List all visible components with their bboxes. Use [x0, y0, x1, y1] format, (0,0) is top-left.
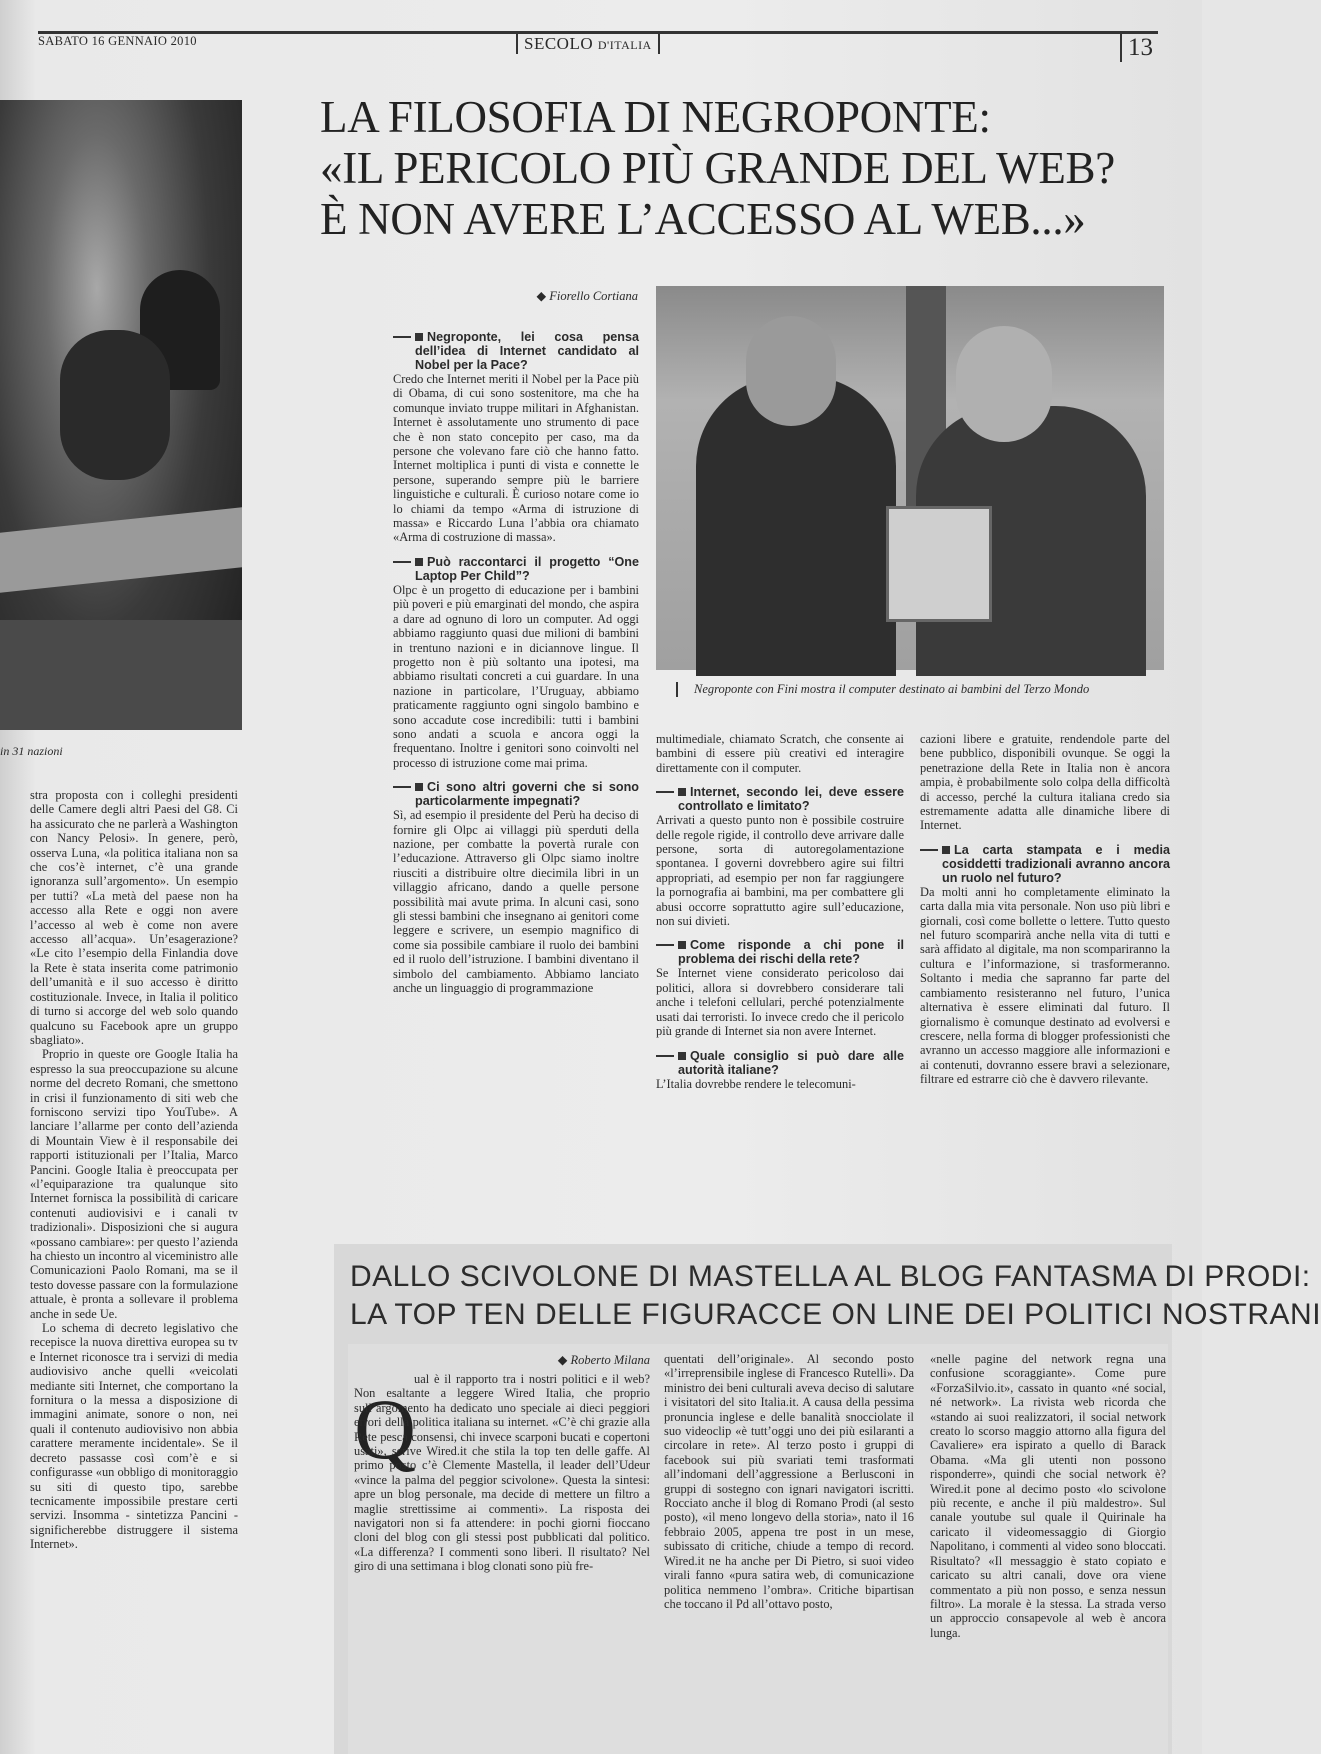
byline-diamond-icon: ◆ — [557, 1353, 571, 1367]
headline — [320, 92, 1180, 245]
photo-children-classroom — [0, 100, 242, 728]
question-2 — [393, 555, 639, 583]
masthead-name: SECOLO — [524, 34, 594, 53]
answer-2: Olpc è un progetto di educazione per i bambini più poveri e più emarginati del mondo, che aspira a dare ad ognuno di loro un computer. Ad oggi abbiamo raggiunto quasi due milioni di bambini in trentuno nazioni e in diciannove lingue. Il progetto non è più soltanto una ipotesi, ma abbiamo risultati concreti a cui guardare. In una nazione in particolare, l’Uruguay, abbiamo praticamente raggiunto ogni singolo bambino e sono accadute cose incredibili: tutti i bambini sono andati a scuola e ancora oggi la frequentano. Inoltre i genitori sono coinvolti nel processo di istruzione come mai prima. — [393, 582, 639, 770]
square-bullet-icon — [415, 783, 423, 791]
masthead-title — [516, 34, 660, 54]
question-7 — [920, 843, 1170, 885]
box-byline-name: Roberto Milana — [570, 1353, 650, 1367]
question-6-text: Quale consiglio si può dare alle autorità italiane? — [678, 1048, 904, 1077]
drop-cap: Q — [354, 1381, 417, 1477]
square-bullet-icon — [415, 333, 423, 341]
answer-continued: cazioni libere e gratuite, rendendole parte del bene pubblico, disponibili ovunque. Se oggi la penetrazione della Rete in Italia non è ancora ampia, è probabilmente solo colpa della difficoltà di accesso, perché la cultura italiana credo sia estremamente adatta alle dinamiche libere di Internet. — [920, 732, 1170, 833]
headline-line-1: LA FILOSOFIA DI NEGROPONTE: — [320, 92, 991, 142]
question-7-text: La carta stampata e i media cosiddetti tradizionali avranno ancora un ruolo nel futuro? — [942, 842, 1170, 885]
interview-column-2 — [656, 732, 904, 1091]
question-5-text: Come risponde a chi pone il problema dei rischi della rete? — [678, 938, 904, 967]
masthead-name-small: D'ITALIA — [597, 38, 652, 52]
answer-1: Credo che Internet meriti il Nobel per la Pace più di Obama, di cui sono sostenitore, ma che ha comunque inviato truppe militari in Afghanistan. Internet è assolutamente uno strumento di pace che è non stato concepito per caso, ma da persone che volevano fare ciò che hanno fatto. Internet moltiplica i punti di vista e connette le persone, superando sempre più le barriere linguistiche e culturali. È curioso notare come io lo chiami da tempo «Arma di istruzione di massa» e Riccardo Luna l’abbia ora chiamato «Arma di costruzione di massa». — [393, 372, 639, 545]
left-paragraph-1: stra proposta con i colleghi presidenti delle Camere degli altri Paesi del G8. Ci ha assicurato che ne parlerà a Washington con Nancy Pelosi». In genere, però, osserva Luna, «la politica italiana non sa che cos’è internet, c’è una grande ignoranza sull’argomento». Un esempio per tutti? «La metà del paese non ha accesso alla Rete e oggi non avere l’accesso al web è come non avere accesso all’acqua». Un’esagerazione? «Le cito l’esempio della Finlandia dove la Rete è stata inserita come patrimonio dell’umanità e il suo accesso è diritto costituzionale. Invece, in Italia il politico di turno si accorge del web solo quando qualcuno su Facebook apre un gruppo sbagliato». — [30, 788, 238, 1047]
byline — [390, 288, 638, 304]
square-bullet-icon — [415, 558, 423, 566]
interview-column-3 — [920, 732, 1170, 1087]
page-number: 13 — [1120, 34, 1153, 62]
question-5 — [656, 938, 904, 966]
photo-face — [956, 326, 1052, 442]
headline-line-2: «IL PERICOLO PIÙ GRANDE DEL WEB? — [320, 143, 1115, 193]
left-paragraph-3: Lo schema di decreto legislativo che recepisce la nuova direttiva europea su tv e Internet riconosce tra i servizi di media audiovisivo anche quelli «veicolati mediante siti Internet, che comportano la fornitura o la messa a disposizione di immagini animate, sonore o non, nei quali il contenuto audiovisivo non abbia carattere meramente incidentale». Se il decreto passasse così com’è e si configurasse «un obbligo di monitoraggio su siti di questo tipo, sarebbe tecnicamente impossibile prestare certi servizi. Insomma - sintetizza Pancini - significherebbe distruggere il sistema Internet». — [30, 1321, 238, 1552]
answer-continued: multimediale, chiamato Scratch, che consente ai bambini di essere più creativi ed interagire direttamente con il computer. — [656, 732, 904, 775]
photo-laptop — [886, 506, 992, 622]
question-4 — [656, 785, 904, 813]
question-6 — [656, 1049, 904, 1077]
byline-name: Fiorello Cortiana — [549, 289, 638, 303]
left-paragraph-2: Proprio in queste ore Google Italia ha espresso la sua preoccupazione su alcune norme del decreto Romani, che smettono in crisi il funzionamento di siti web che forniscono servizi tipo YouTube». A lanciare l’allarme per conto dell’azienda di Mountain View è il responsabile dei rapporti istituzionali per l’Italia, Marco Pancini. Google Italia è preoccupata per «l’equiparazione tra qualunque sito Internet fornisca la possibilità di caricare contenuti audiovisivi e i canali tv tradizionali». Disposizioni che si augura «possano cambiare»: per questo l’azienda ha chiesto un incontro al viceministro alle Comunicazioni Paolo Romani, ma se il testo dovesse passare con la formulazione attuale, è pronta a sollevare il problema anche in sede Ue. — [30, 1047, 238, 1321]
box-title-line-2: LA TOP TEN DELLE FIGURACCE ON LINE DEI POLITICI NOSTRANI — [350, 1298, 1321, 1331]
question-1 — [393, 330, 639, 372]
answer-6: L’Italia dovrebbe rendere le telecomuni- — [656, 1076, 856, 1091]
answer-3: Sì, ad esempio il presidente del Perù ha deciso di fornire gli Olpc ai villaggi più sperduti della nazione, per combatte la povertà rurale con l’educazione. Attraverso gli Olpc siamo inoltre riusciti a distribuire oltre diecimila libri in un villaggio africano, dando a quelle persone possibilità mai avute prima. In alcuni casi, sono gli stessi bambini che insegnano ai genitori come leggere e scrivere, un esempio magnifico di come sia possibile cambiare il ruolo dei bambini ed il ruolo dell’istruzione. I bambini diventano il simbolo del cambiamento. Abbiamo lanciato anche un linguaggio di programmazione — [393, 808, 639, 996]
question-1-text: Negroponte, lei cosa pensa dell’idea di Internet candidato al Nobel per la Pace? — [415, 330, 639, 372]
square-bullet-icon — [942, 846, 950, 854]
question-4-text: Internet, secondo lei, deve essere controllato e limitato? — [678, 785, 904, 814]
box-column-1: ual è il rapporto tra i nostri politici e il web? Non esaltante a leggere Wired Italia, che proprio sull’argomento ha dedicato uno speciale ai dieci peggiori errori della politica italiana su internet. «C’è chi grazie alla Rete pesca consensi, chi invece scarponi bucati e copertoni usati», scrive Wired.it che stila la top ten delle gaffe. Al primo posto c’è Clemente Mastella, il leader dell’Udeur «vince la palma del peggior scivolone». Questa la sintesi: apre un blog personale, ma decide di mettere un filtro a maglie strettissime ai commenti». La risposta dei navigatori non si fa attendere: in pochi giorni fioccano cloni del blog con gli stessi post pubblicati dal politico. «La differenza? I commenti sono liberi. Il risultato? Nel giro di una settimana i blog clonati sono più fre- — [354, 1372, 650, 1574]
box-title — [350, 1258, 1321, 1334]
question-2-text: Può raccontarci il progetto “One Laptop Per Child”? — [415, 554, 639, 583]
answer-5: Se Internet viene considerato pericoloso dai politici, allora si dovrebbero considerare tali anche i telefoni cellulari, perché potenzialmente usati dai terroristi. Io invece credo che il pericolo più grande di Internet sia non avere Internet. — [656, 966, 904, 1039]
byline-diamond-icon: ◆ — [536, 289, 550, 303]
question-3-text: Ci sono altri governi che si sono particolarmente impegnati? — [415, 780, 639, 809]
answer-4: Arrivati a questo punto non è possibile costruire delle regole rigide, il controllo deve arrivare dalle persone, sorta di autoregolamentazione spontanea. I governi dovrebbero agire sui filtri appropriati, ad esempio per non far raggiungere la pornografia ai bambini, ma per combattere gli abusi occorre soprattutto agire sull’educazione, non sui divieti. — [656, 813, 904, 929]
photo-desk — [0, 507, 242, 592]
photo-floor — [0, 620, 242, 730]
interview-column-1 — [393, 330, 639, 995]
question-3 — [393, 780, 639, 808]
masthead-date: SABATO 16 GENNAIO 2010 — [38, 34, 197, 48]
box-column-3: «nelle pagine del network regna una confusione scoraggiante». Come pure «ForzaSilvio.it», cassato in quanto «né social, né network». La rivista web ricorda che «stando ai suoi realizzatori, il social network creato lo scorso maggio attorno alla figura del Cavaliere» era ispirato a quello di Barack Obama. «Ma gli utenti non possono risponderre», quindi che social network è? Wired.it pone al decimo posto «lo scivolone più recente, e anche il più maldestro». Sul canale youtube sul quale il Quirinale ha caricato il videomessaggio di Giorgio Napolitano, i commenti al video sono bloccati. Risultato? «Il messaggio è stato copiato e caricato su altri canali, dove ora viene commentato a più non posso, e senza nessun filtro». La morale è la stessa. La strada verso un approccio consapevole al web è ancora lunga. — [930, 1352, 1166, 1640]
photo-figure — [60, 330, 170, 480]
square-bullet-icon — [678, 788, 686, 796]
right-photo-caption: Negroponte con Fini mostra il computer destinato ai bambini del Terzo Mondo — [676, 682, 1184, 697]
photo-negroponte-fini — [656, 286, 1164, 670]
square-bullet-icon — [678, 941, 686, 949]
headline-line-3: È NON AVERE L’ACCESSO AL WEB...» — [320, 194, 1086, 244]
square-bullet-icon — [678, 1052, 686, 1060]
left-photo-caption: in 31 nazioni — [0, 744, 63, 758]
left-column — [30, 788, 238, 1552]
answer-7: Da molti anni ho completamente eliminato la carta dalla mia vita personale. Non uso più libri e giornali, così come bollette o lettere. Tutto questo nel futuro scomparirà anche nella vita di tutti e sarà affidato al digitale, ma non scompariranno la cultura e l’informazione, si trasformeranno. Soltanto i media che sapranno far parte del cambiamento resisteranno nel futuro, l’unica alternativa è essere eliminati dal futuro. Il giornalismo è comunque destinato ad evolversi e crescere, nella forma di blogger professionisti che avranno un accesso maggiore alle informazioni e ai contenuti, dovranno essere bravi a selezionare, filtrare ed estrarre ciò che è davvero rilevante. — [920, 884, 1170, 1087]
box-title-line-1: DALLO SCIVOLONE DI MASTELLA AL BLOG FANTASMA DI PRODI: — [350, 1260, 1311, 1293]
box-column-2: quentati dell’originale». Al secondo posto «l’irreprensibile inglese di Francesco Rutelli». Da ministro dei beni culturali aveva deciso di salutare i visitatori del sito Italia.it. A causa della pessima pronuncia inglese e delle banalità snocciolate il suo videoclip «è tutt’oggi uno dei più esilaranti a circolare in rete». Al terzo posto i gruppi di facebook sui più svariati temi trasformati all’indomani dell’aggressione a Berlusconi in gruppi di sostegno con ignari navigatori iscritti. Rocciato anche il blog di Romano Prodi (al sesto posto), «il meno longevo della storia», nato il 16 febbraio 2005, appena tre post in un mese, subissato di critiche, chiude a tempo di record. Wired.it ne ha anche per Di Pietro, si suoi video virali fanno «pura satira web, di comunicazione politica nemmeno l’ombra». Critiche bipartisan che toccano il Pd all’ottavo posto, — [664, 1352, 914, 1611]
box-byline — [540, 1352, 650, 1368]
photo-face — [746, 316, 836, 426]
